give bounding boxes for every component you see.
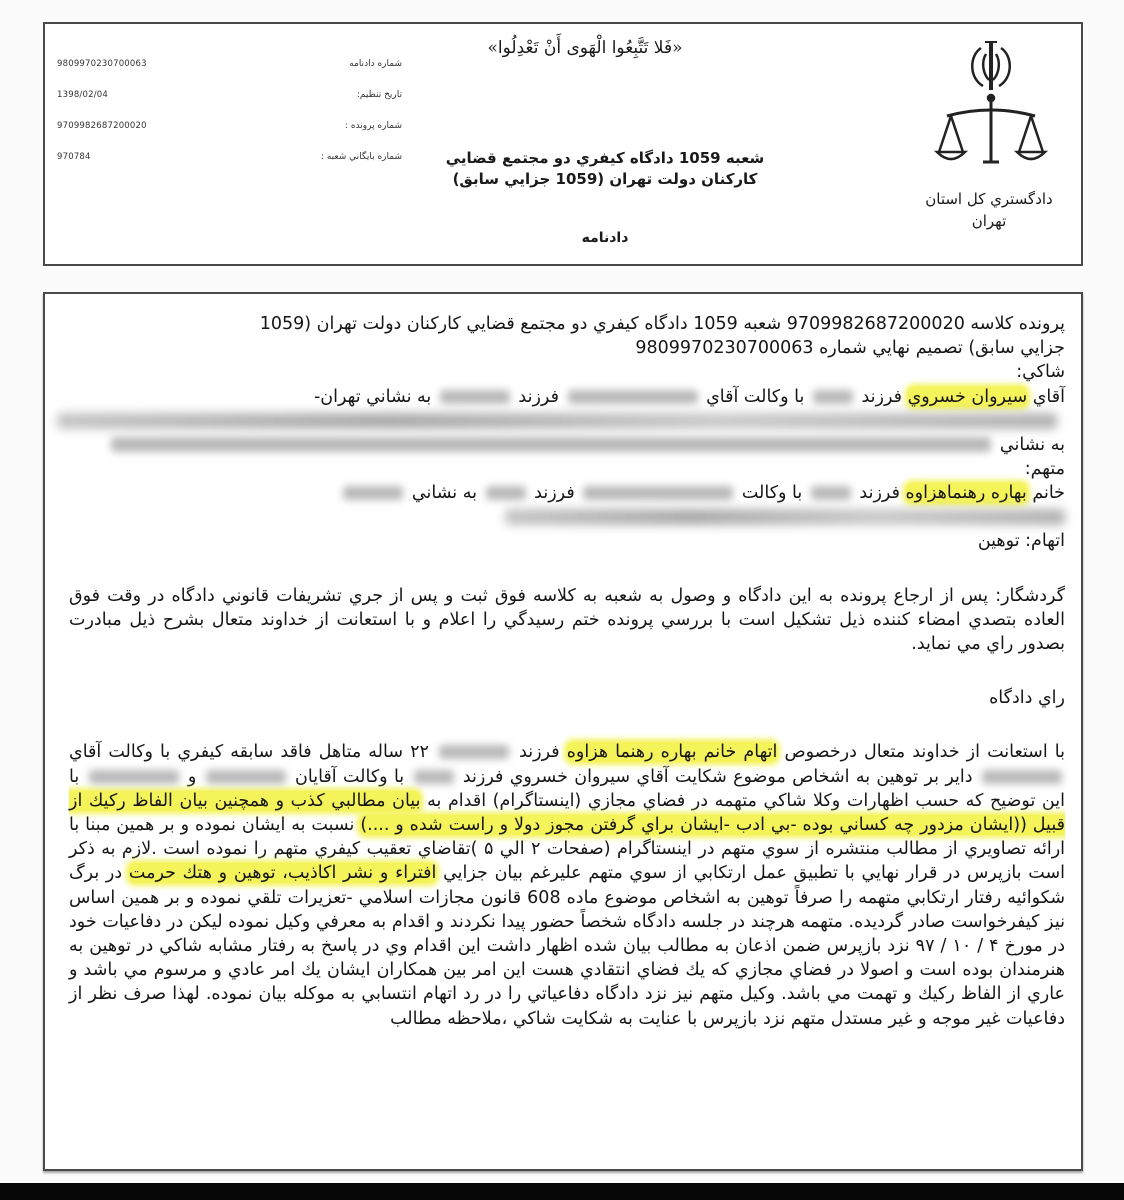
redacted-text <box>89 770 179 784</box>
text: به نشاني تهران- <box>313 386 432 407</box>
case-intro <box>69 312 1065 360</box>
verdict-heading: راي دادگاه <box>989 688 1065 709</box>
iran-emblem-scales-of-justice-icon <box>931 34 1051 174</box>
judiciary-line-1: دادگستري كل استان <box>925 190 1053 208</box>
text: با استعانت از خداوند متعال درخصوص <box>784 742 1065 763</box>
redacted-text <box>583 486 733 500</box>
redacted-text <box>440 390 510 404</box>
quran-verse: «فَلا تَتَّبِعُوا الْهَوى‏ أَنْ تَعْدِلُوا» <box>487 38 683 58</box>
meta-label: شماره بايگاني شعبه : <box>320 151 402 162</box>
redacted-text <box>206 770 286 784</box>
text: به نشاني <box>999 434 1065 455</box>
document-body <box>43 292 1083 1171</box>
court-title-line-2: کارکنان دولت تهران (1059 جزايي سابق) <box>452 170 758 188</box>
text: و <box>187 766 197 787</box>
highlighted-charge: اتهام خانم بهاره رهنما هزاوه <box>566 742 778 763</box>
charge: اتهام: توهين <box>977 531 1065 552</box>
accused-name-highlight: بهاره رهنماهزاوه <box>905 483 1027 504</box>
meta-case-number <box>57 110 402 141</box>
meta-verdict-number <box>57 48 402 79</box>
court-title-line-1: شعبه 1059 دادگاه کیفري دو مجتمع قضايي <box>445 149 765 167</box>
redacted-text <box>811 486 851 500</box>
text: با وكالت آقايان <box>295 766 405 787</box>
meta-label: تاريخ تنظيم: <box>356 89 402 100</box>
judiciary-line-2: تهران <box>971 212 1007 230</box>
redacted-text <box>414 770 454 784</box>
judiciary-name <box>915 188 1063 232</box>
emblem-scales-icon <box>931 34 1051 174</box>
meta-label: شماره پرونده : <box>344 120 402 131</box>
text: فرزند <box>534 483 575 504</box>
intro-line-1: پرونده كلاسه 9709982687200020 شعبه 1059 دادگاه كيفري دو مجتمع قضايي كاركنان دولت تهران (1059 <box>259 314 1065 334</box>
text: در برگ شكوائيه رفتار ارتكابي متهمه را صرفاً توهين به اشخاص موضوع ماده 608 قانون مجازات اسلامي -تعزيرات تلقي نموده و بر همين اساس نيز كيفرخواست صادر گرديده. متهمه هرچند در جلسه دادگاه شخصاً حضور پيدا نكردند و اقدام به معرفي وكيل نموده ليكن در دفاعيات خود در مورخ ۴ / ۱۰ / ۹۷ نزد بازپرس ضمن اذعان به مطالب بيان شده اظهار داشت اين اقدام وي در پاسخ به رفتار مشابه شاكي در توهين به هنرمندان بوده است و اصولا در فضاي مجازي كه يك فضاي انتقادي هست اين امر بين همكاران ايشان يك امر عادي و مرسوم مي باشد و عاري از الفاظ ركيك و تهمت مي باشد. وكيل متهم نيز نزد دادگاه دفاعياتي را در رد اتهام انتسابي به موكله بيان نموده. لهذا صرف نظر از دفاعيات غير موجه و غير مستدل متهم نزد بازپرس با عنايت به شكايت شاكي ،ملاحظه مطالب <box>69 863 1066 1029</box>
complainant-details <box>69 385 1065 409</box>
complainant-name-highlight: سيروان خسروي <box>907 386 1028 407</box>
complainant-label: شاكي: <box>1016 362 1065 383</box>
document-header <box>43 22 1083 266</box>
text: با اين توضيح كه حسب اظهارات وكلا شاكي متهمه در فضاي مجازي (اينستاگرام) اقدام به <box>69 766 1065 811</box>
spacer <box>69 656 1065 686</box>
spacer <box>69 710 1065 740</box>
text: فرزند <box>861 386 903 407</box>
redacted-text <box>982 770 1062 784</box>
text: به نشاني <box>411 483 477 504</box>
redacted-text <box>439 745 509 759</box>
accused-details <box>69 481 1065 505</box>
complainant-address <box>69 433 1065 457</box>
verdict-text <box>69 312 1065 1031</box>
redacted-text <box>568 390 698 404</box>
text: فرزند <box>518 386 559 407</box>
intro-line-2: جزايي سابق) تصميم نهايي شماره 9809970230700063 <box>635 338 1065 359</box>
document-title: دادنامه <box>581 230 629 246</box>
text: ۲۲ ساله متاهل فاقد سابقه كيفري با وكالت آقاي <box>69 742 429 763</box>
text: نسبت به ايشان نموده و بر همين مبنا با ارائه تصاويري از مطالب منتشره از سوي متهم در اينستاگرام (صفحات ۲ الي ۵ )تقاضاي تعقيب كيفري متهم را نموده است .لازم به ذكر است بازپرس در قرار نهايي با تطبيق عمل ارتكابي از سوي متهم عليرغم بيان جزايي <box>69 815 1066 884</box>
redacted-text <box>111 437 991 452</box>
redacted-text <box>813 390 853 404</box>
meta-value: 9809970230700063 <box>57 58 147 69</box>
bottom-black-band <box>0 1183 1124 1200</box>
accused-label: متهم: <box>1024 459 1065 480</box>
redacted-address-line <box>505 509 1065 525</box>
text: با وكالت آقاي <box>706 386 805 407</box>
meta-value: 1398/02/04 <box>57 89 108 100</box>
redacted-text <box>343 486 403 500</box>
highlighted-charges-list: افتراء و نشر اكاذيب، توهين و هتك حرمت <box>128 863 437 884</box>
text: داير بر توهين به اشخاص موضوع شكايت آقاي سيروان خسروي فرزند <box>462 766 973 787</box>
meta-value: 9709982687200020 <box>57 120 147 131</box>
text: با وكالت <box>741 483 803 504</box>
spacer <box>69 554 1065 584</box>
text: فرزند <box>859 483 900 504</box>
meta-value: 970784 <box>57 151 91 162</box>
verdict-paragraph <box>69 740 1065 1030</box>
meta-issue-date <box>57 79 402 110</box>
court-title <box>375 148 835 190</box>
text: فرزند <box>519 742 560 763</box>
meta-archive-number <box>57 141 402 172</box>
text: خانم <box>1032 483 1065 504</box>
case-narrative: گردشگار: پس از ارجاع پرونده به اين دادگاه و وصول به شعبه به كلاسه فوق ثبت و پس از جري تشريفات قانوني دادگاه در وقت فوق العاده بتصدي امضاء كننده ذيل تشكيل است با بررسي پرونده ختم رسيدگي را اعلام و با استعانت از خداوند متعال بشرح ذيل مبادرت بصدور راي مي نمايد. <box>69 585 1065 655</box>
highlighted-statements: بيان مطالبي كذب و همچنين بيان الفاظ ركيك از قبيل ((ايشان مزدور چه كساني بوده -بي ادب -ايشان براي گرفتن مجوز دولا و راست شده و ....) <box>69 790 1065 836</box>
meta-label: شماره دادنامه <box>349 58 402 69</box>
redacted-text <box>486 486 526 500</box>
text: آقاي <box>1032 386 1065 407</box>
redacted-address-line <box>57 413 1057 429</box>
document-metadata <box>57 48 402 172</box>
